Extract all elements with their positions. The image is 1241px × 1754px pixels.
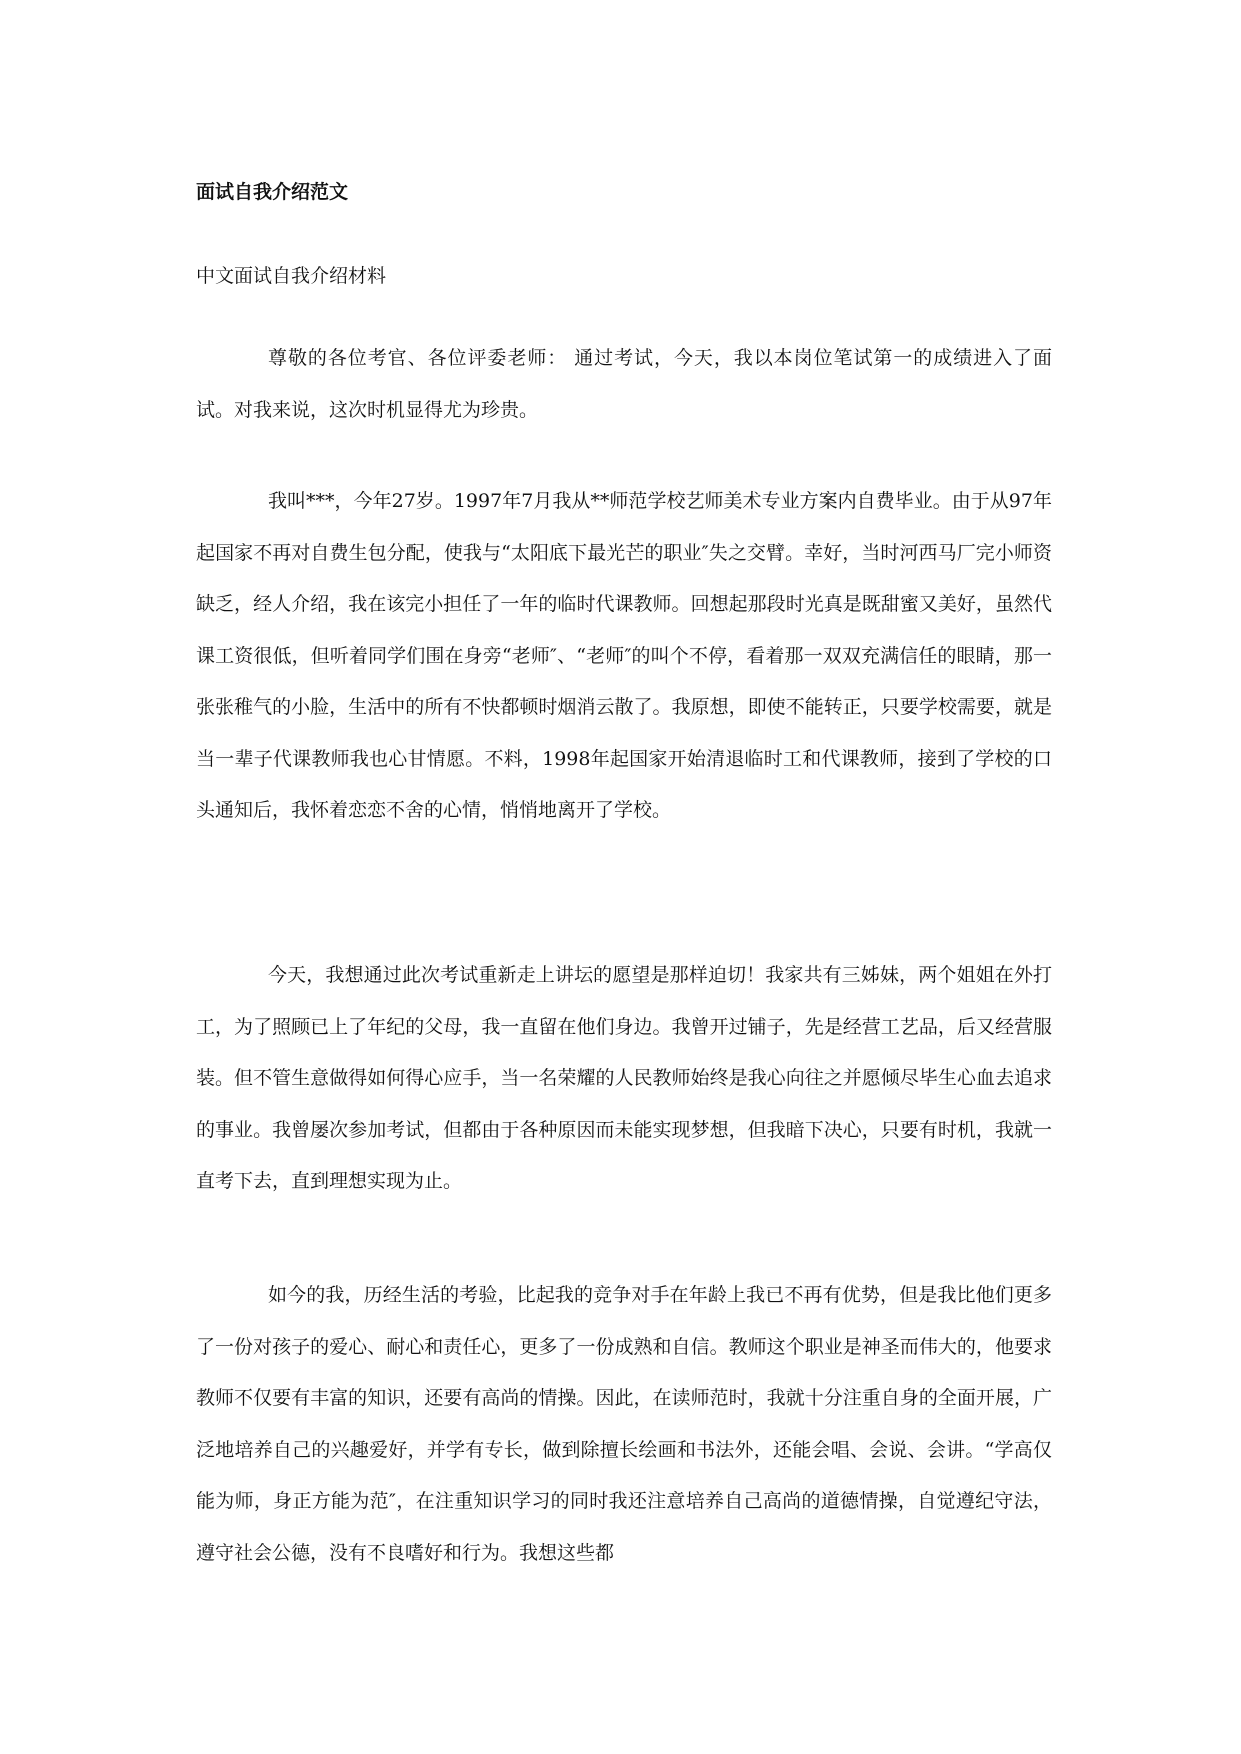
paragraph-4: 如今的我，历经生活的考验，比起我的竞争对手在年龄上我已不再有优势，但是我比他们更多了一份对孩子的爱心、耐心和责任心，更多了一份成熟和自信。教师这个职业是神圣而伟大的，他要求教师不仅要有丰富的知识，还要有高尚的情操。因此，在读师范时，我就十分注重自身的全面开展，广泛地培养自己的兴趣爱好，并学有专长，做到除擅长绘画和书法外，还能会唱、会说、会讲。“学高仅能为师，身正方能为范″，在注重知识学习的同时我还注意培养自己高尚的道德情操，自觉遵纪守法，遵守社会公德，没有不良嗜好和行为。我想这些都 <box>196 1284 1052 1564</box>
document-subtitle: 中文面试自我介绍材料 <box>196 265 387 287</box>
paragraph-1: 尊敬的各位考官、各位评委老师： 通过考试，今天，我以本岗位笔试第一的成绩进入了面试。对我来说，这次时机显得尤为珍贵。 <box>196 347 1052 421</box>
paragraph-3: 今天，我想通过此次考试重新走上讲坛的愿望是那样迫切！我家共有三姊妹，两个姐姐在外打工，为了照顾已上了年纪的父母，我一直留在他们身边。我曾开过铺子，先是经营工艺品，后又经营服装。但不管生意做得如何得心应手，当一名荣耀的人民教师始终是我心向往之并愿倾尽毕生心血去追求的事业。我曾屡次参加考试，但都由于各种原因而未能实现梦想，但我暗下决心，只要有时机，我就一直考下去，直到理想实现为止。 <box>196 964 1052 1192</box>
document-title: 面试自我介绍范文 <box>196 181 349 203</box>
paragraph-2: 我叫***，今年27岁。1997年7月我从**师范学校艺师美术专业方案内自费毕业。由于从97年起国家不再对自费生包分配，使我与“太阳底下最光芒的职业″失之交臂。幸好，当时河西马厂完小师资缺乏，经人介绍，我在该完小担任了一年的临时代课教师。回想起那段时光真是既甜蜜又美好，虽然代课工资很低，但听着同学们围在身旁“老师″、“老师″的叫个不停，看着那一双双充满信任的眼睛，那一张张稚气的小脸，生活中的所有不快都顿时烟消云散了。我原想，即使不能转正，只要学校需要，就是当一辈子代课教师我也心甘情愿。不料，1998年起国家开始清退临时工和代课教师，接到了学校的口头通知后，我怀着恋恋不舍的心情，悄悄地离开了学校。 <box>196 490 1052 821</box>
